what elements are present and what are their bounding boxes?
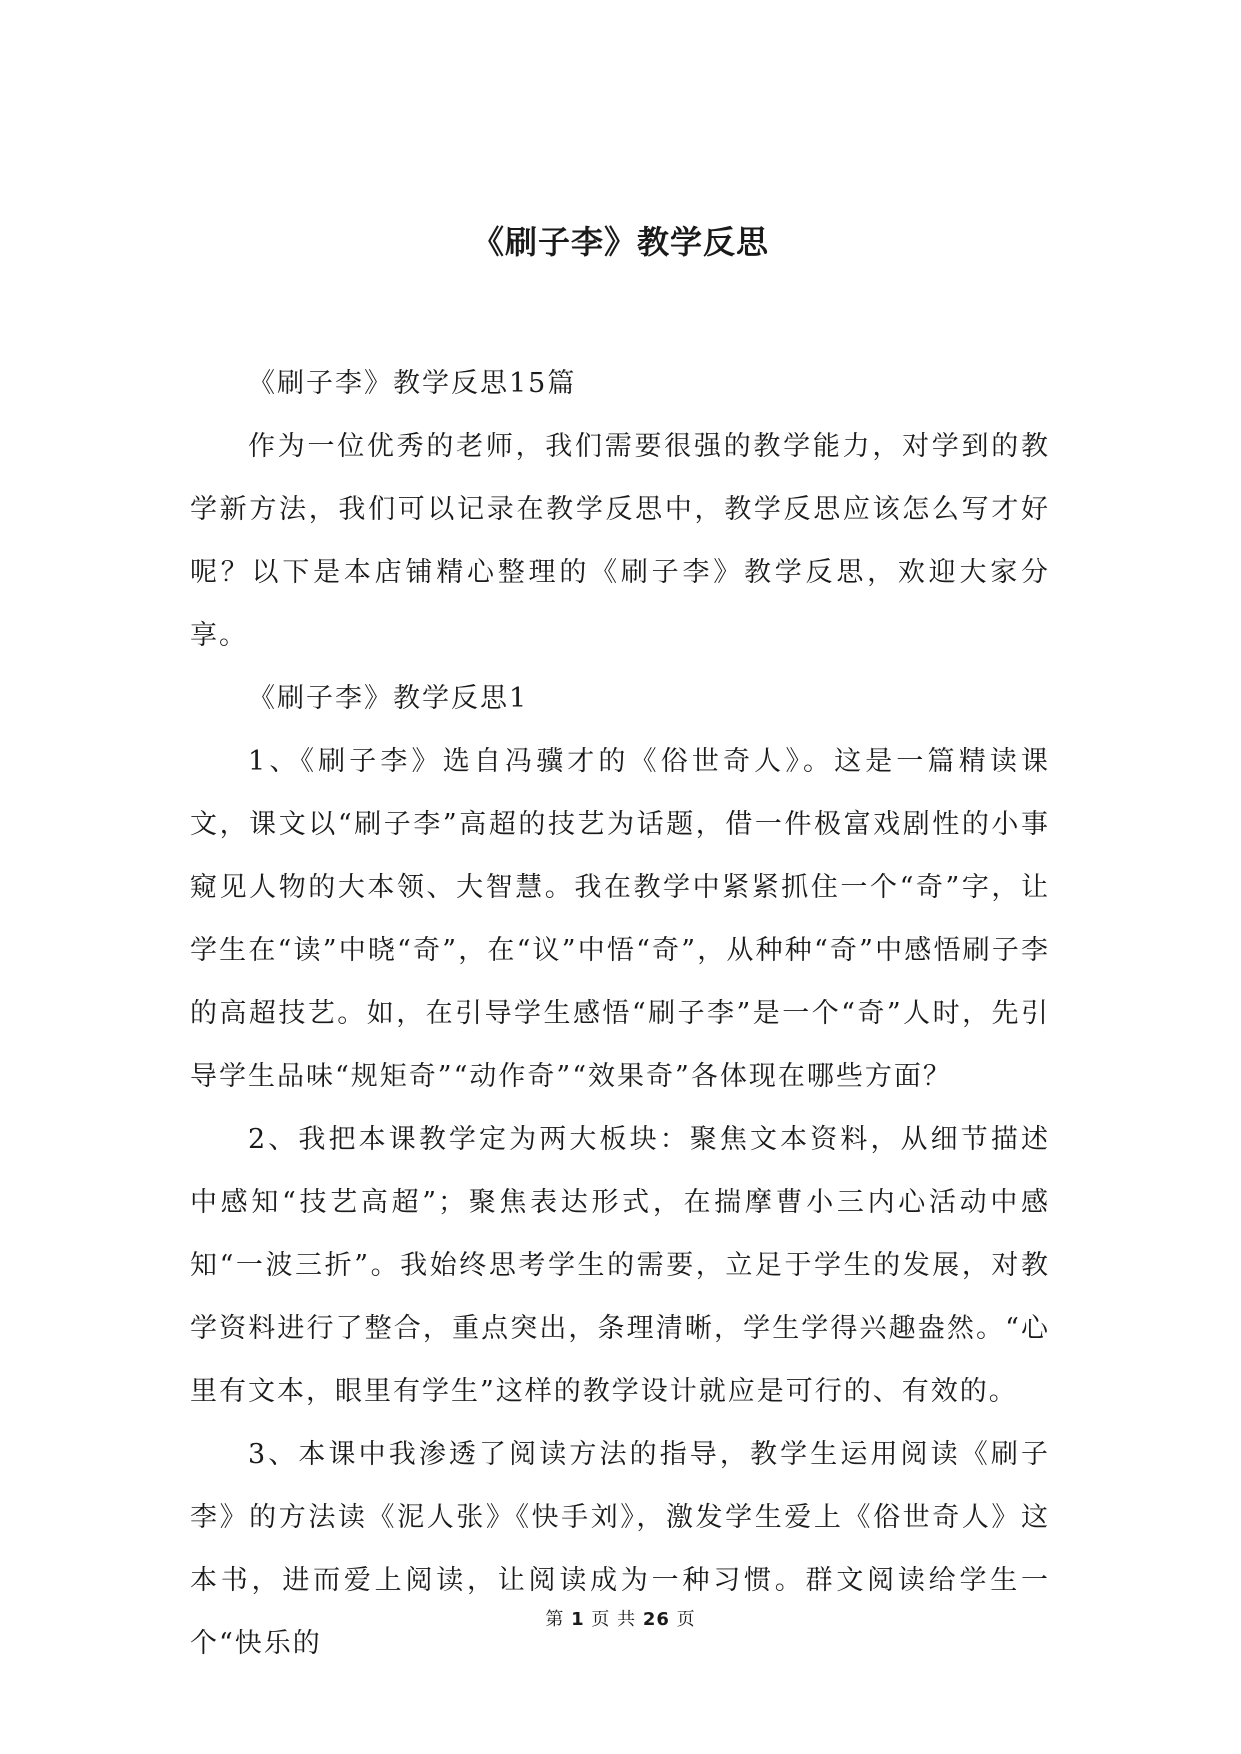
body-paragraph-1: 1、《刷子李》选自冯骥才的《俗世奇人》。这是一篇精读课文，课文以“刷子李”高超的技艺为话题，借一件极富戏剧性的小事窥见人物的大本领、大智慧。我在教学中紧紧抓住一个“奇”字，让学生在“读”中晓“奇”，在“议”中悟“奇”，从种种“奇”中感悟刷子李的高超技艺。如，在引导学生感悟“刷子李”是一个“奇”人时，先引导学生品味“规矩奇”“动作奇”“效果奇”各体现在哪些方面？ [190,746,1050,1092]
document-title: 《刷子李》教学反思 [471,223,769,261]
total-page-count: 26 [642,1609,670,1630]
subtitle-paragraph: 《刷子李》教学反思15篇 [248,368,577,399]
body-paragraph-2: 2、我把本课教学定为两大板块：聚焦文本资料，从细节描述中感知“技艺高超”；聚焦表达形式，在揣摩曹小三内心活动中感知“一波三折”。我始终思考学生的需要，立足于学生的发展，对教学资料进行了整合，重点突出，条理清晰，学生学得兴趣盎然。“心里有文本，眼里有学生”这样的教学设计就应是可行的、有效的。 [190,1124,1050,1407]
body-paragraph-3: 3、本课中我渗透了阅读方法的指导，教学生运用阅读《刷子李》的方法读《泥人张》《快手刘》，激发学生爱上《俗世奇人》这本书，进而爱上阅读，让阅读成为一种习惯。群文阅读给学生一个“快乐的 [190,1439,1050,1659]
footer-prefix: 第 [545,1609,565,1630]
section-heading: 《刷子李》教学反思1 [248,683,529,714]
intro-paragraph: 作为一位优秀的老师，我们需要很强的教学能力，对学到的教学新方法，我们可以记录在教学反思中，教学反思应该怎么写才好呢？以下是本店铺精心整理的《刷子李》教学反思，欢迎大家分享。 [190,431,1050,651]
footer-suffix: 页 [676,1609,696,1630]
page-footer [0,1608,1241,1632]
footer-middle: 页 共 [591,1609,637,1630]
document-body [190,352,1050,1675]
current-page-number: 1 [571,1609,585,1630]
